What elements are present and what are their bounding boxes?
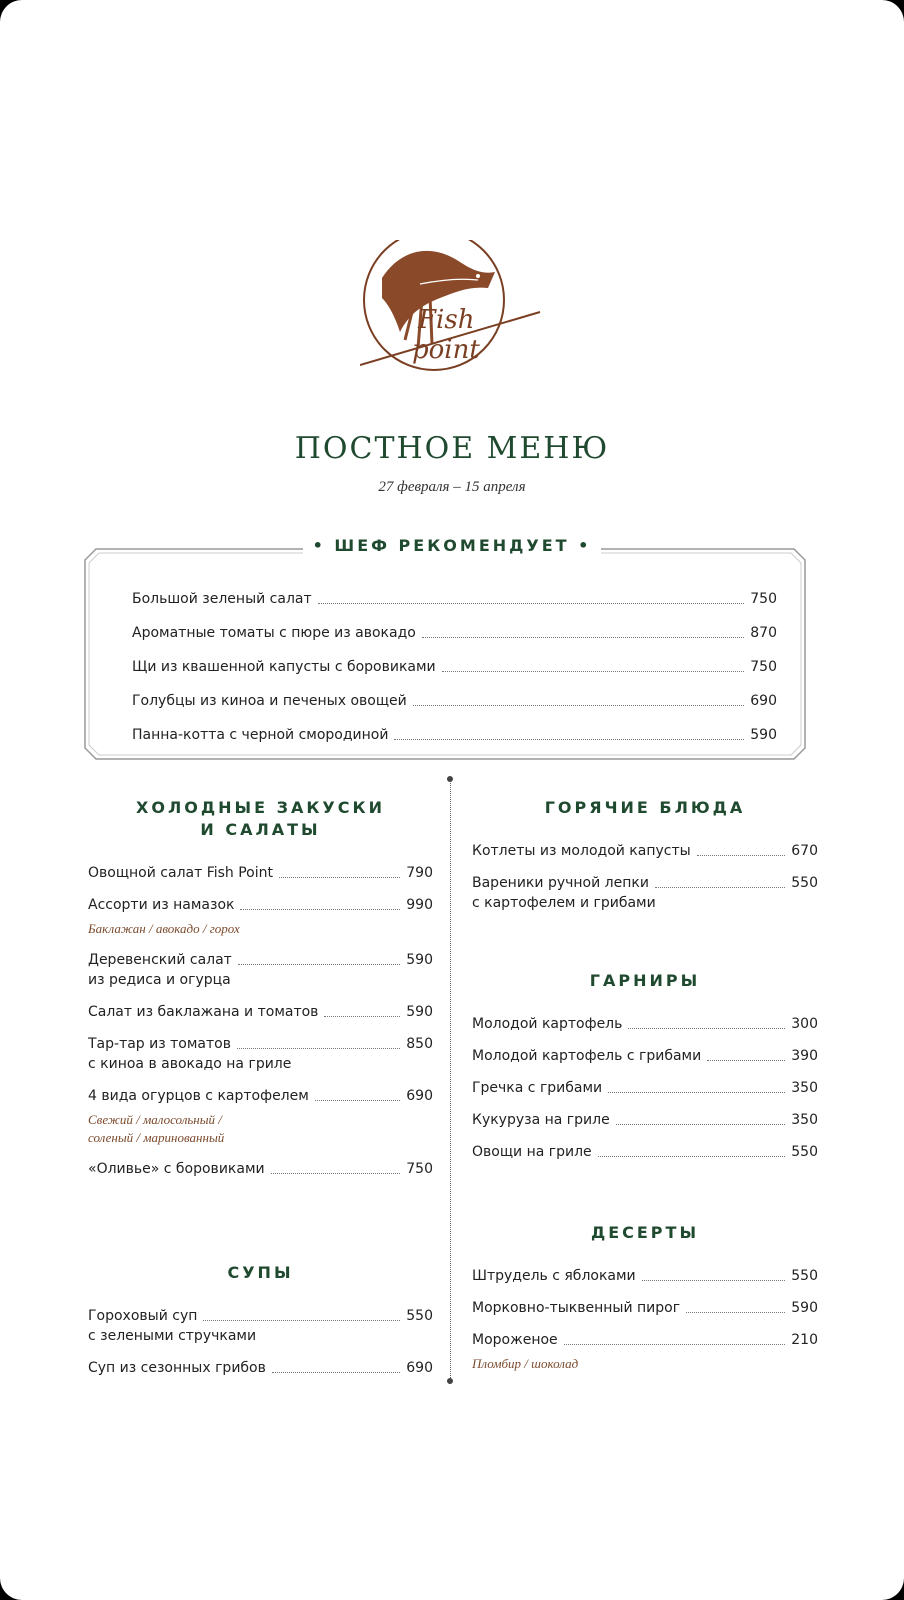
- item-name: 4 вида огурцов с картофелем: [88, 1088, 309, 1104]
- divider-dot: [447, 1378, 453, 1384]
- item-row: [88, 1306, 433, 1326]
- logo-text-fish: Fish: [418, 305, 475, 335]
- cold-section: [88, 797, 433, 1191]
- hot-section: [472, 797, 818, 925]
- item-price: 750: [406, 1161, 433, 1177]
- list-item: [132, 643, 777, 677]
- item-name: Кукуруза на гриле: [472, 1112, 610, 1128]
- item-price: 550: [406, 1308, 433, 1324]
- list-item: [132, 677, 777, 711]
- item-name: Гороховый суп: [88, 1308, 198, 1324]
- item-name: Большой зеленый салат: [132, 591, 312, 607]
- item-name: Ароматные томаты с пюре из авокадо: [132, 625, 416, 641]
- dot-leader: [272, 1372, 400, 1373]
- dot-leader: [318, 603, 745, 604]
- item-name: Деревенский салат: [88, 952, 232, 968]
- item-name: «Оливье» с боровиками: [88, 1161, 265, 1177]
- dot-leader: [315, 1100, 400, 1101]
- logo-text-point: point: [412, 335, 480, 365]
- section-heading: И САЛАТЫ: [200, 820, 321, 839]
- item-row: [472, 1014, 818, 1034]
- item-price: 590: [750, 727, 777, 743]
- list-item: [472, 1014, 818, 1034]
- list-item: [472, 873, 818, 913]
- item-name: Морковно-тыквенный пирог: [472, 1300, 681, 1316]
- item-name: Панна-котта с черной смородиной: [132, 727, 389, 743]
- item-name: Овощной салат Fish Point: [88, 865, 274, 881]
- dot-leader: [697, 855, 786, 856]
- item-price: 210: [791, 1332, 818, 1348]
- item-price: 550: [791, 1268, 818, 1284]
- item-price: 690: [406, 1088, 433, 1104]
- item-name: Ассорти из намазок: [88, 897, 235, 913]
- dot-leader: [279, 877, 400, 878]
- item-price: 690: [750, 693, 777, 709]
- sides-section: [472, 970, 818, 1174]
- section-heading: СУПЫ: [227, 1263, 294, 1282]
- dot-leader: [442, 671, 745, 672]
- fish-logo-icon: [360, 240, 560, 390]
- dot-leader: [608, 1092, 785, 1093]
- item-row: [472, 1298, 818, 1318]
- item-row: [88, 1358, 433, 1378]
- list-item: [88, 1159, 433, 1179]
- dot-leader: [616, 1124, 786, 1125]
- dot-leader: [655, 887, 785, 888]
- dot-leader: [642, 1280, 786, 1281]
- column-divider: [450, 778, 451, 1380]
- list-item: [88, 863, 433, 883]
- item-name: Молодой картофель с грибами: [472, 1048, 702, 1064]
- item-row: [472, 1266, 818, 1286]
- item-price: 590: [791, 1300, 818, 1316]
- item-price: 590: [406, 952, 433, 968]
- item-row: [472, 1330, 818, 1350]
- dot-leader: [628, 1028, 785, 1029]
- item-name: Тар-тар из томатов: [88, 1036, 231, 1052]
- divider-dot: [447, 776, 453, 782]
- item-name: Голубцы из киноа и печеных овощей: [132, 693, 407, 709]
- item-row: [472, 841, 818, 861]
- item-price: 350: [791, 1112, 818, 1128]
- list-item: [472, 1142, 818, 1162]
- section-heading: ГАРНИРЫ: [589, 971, 701, 990]
- list-item: [472, 1330, 818, 1373]
- item-name: Суп из сезонных грибов: [88, 1360, 266, 1376]
- item-subtitle: с киноа в авокадо на гриле: [88, 1056, 292, 1072]
- section-heading: ДЕСЕРТЫ: [590, 1223, 700, 1242]
- item-name: Овощи на гриле: [472, 1144, 592, 1160]
- item-name: Молодой картофель: [472, 1016, 623, 1032]
- item-row: [472, 1078, 818, 1098]
- desserts-section: [472, 1222, 818, 1385]
- item-name: Штрудель с яблоками: [472, 1268, 636, 1284]
- item-name: Мороженое: [472, 1332, 558, 1348]
- item-price: 550: [791, 1144, 818, 1160]
- item-note: Пломбир / шоколад: [472, 1356, 579, 1371]
- dot-leader: [240, 909, 400, 910]
- item-note: Баклажан / авокадо / горох: [88, 921, 240, 936]
- item-subtitle: из редиса и огурца: [88, 972, 231, 988]
- dot-leader: [422, 637, 744, 638]
- dot-leader: [238, 964, 400, 965]
- item-price: 690: [406, 1360, 433, 1376]
- dot-leader: [598, 1156, 786, 1157]
- dot-leader: [271, 1173, 401, 1174]
- list-item: [132, 609, 777, 643]
- item-row: [88, 1159, 433, 1179]
- item-note: соленый / маринованный: [88, 1130, 225, 1145]
- item-row: [88, 863, 433, 883]
- item-note: Свежий / малосольный /: [88, 1112, 222, 1127]
- list-item: [88, 1306, 433, 1346]
- list-item: [472, 1298, 818, 1318]
- list-item: [472, 1078, 818, 1098]
- item-price: 850: [406, 1036, 433, 1052]
- dot-leader: [707, 1060, 785, 1061]
- list-item: [88, 1086, 433, 1147]
- item-row: [472, 1142, 818, 1162]
- list-item: [132, 711, 777, 745]
- list-item: [88, 1002, 433, 1022]
- section-heading: ХОЛОДНЫЕ ЗАКУСКИ: [136, 798, 385, 817]
- section-heading: ГОРЯЧИЕ БЛЮДА: [544, 798, 746, 817]
- item-name: Вареники ручной лепки: [472, 875, 649, 891]
- item-price: 350: [791, 1080, 818, 1096]
- list-item: [88, 895, 433, 938]
- item-row: [88, 1034, 433, 1054]
- dot-leader: [237, 1048, 400, 1049]
- item-price: 750: [750, 591, 777, 607]
- item-row: [88, 1002, 433, 1022]
- dot-leader: [413, 705, 745, 706]
- item-price: 750: [750, 659, 777, 675]
- item-price: 550: [791, 875, 818, 891]
- list-item: [472, 1266, 818, 1286]
- item-subtitle: с картофелем и грибами: [472, 895, 656, 911]
- list-item: [472, 1110, 818, 1130]
- item-row: [472, 873, 818, 893]
- dot-leader: [564, 1344, 786, 1345]
- dot-leader: [686, 1312, 785, 1313]
- dot-leader: [324, 1016, 400, 1017]
- chef-list: [132, 575, 777, 745]
- item-price: 870: [750, 625, 777, 641]
- item-row: [88, 950, 433, 970]
- item-price: 590: [406, 1004, 433, 1020]
- menu-dates: 27 февраля – 15 апреля: [378, 479, 526, 495]
- list-item: [472, 841, 818, 861]
- item-row: [472, 1046, 818, 1066]
- list-item: [472, 1046, 818, 1066]
- item-price: 300: [791, 1016, 818, 1032]
- page-title: ПОСТНОЕ МЕНЮ: [294, 431, 610, 466]
- item-subtitle: с зелеными стручками: [88, 1328, 257, 1344]
- item-name: Котлеты из молодой капусты: [472, 843, 691, 859]
- item-name: Салат из баклажана и томатов: [88, 1004, 319, 1020]
- list-item: [88, 950, 433, 990]
- item-price: 990: [406, 897, 433, 913]
- dot-leader: [203, 1320, 400, 1321]
- chef-heading: • ШЕФ РЕКОМЕНДУЕТ •: [0, 536, 904, 555]
- item-price: 670: [791, 843, 818, 859]
- item-name: Гречка с грибами: [472, 1080, 603, 1096]
- item-row: [472, 1110, 818, 1130]
- soups-section: [88, 1262, 433, 1390]
- list-item: [132, 575, 777, 609]
- item-row: [88, 895, 433, 915]
- item-price: 390: [791, 1048, 818, 1064]
- list-item: [88, 1034, 433, 1074]
- item-name: Щи из квашенной капусты с боровиками: [132, 659, 436, 675]
- dot-leader: [394, 739, 744, 740]
- list-item: [88, 1358, 433, 1378]
- chef-heading-text: ШЕФ РЕКОМЕНДУЕТ: [334, 536, 570, 555]
- item-price: 790: [406, 865, 433, 881]
- item-row: [88, 1086, 433, 1106]
